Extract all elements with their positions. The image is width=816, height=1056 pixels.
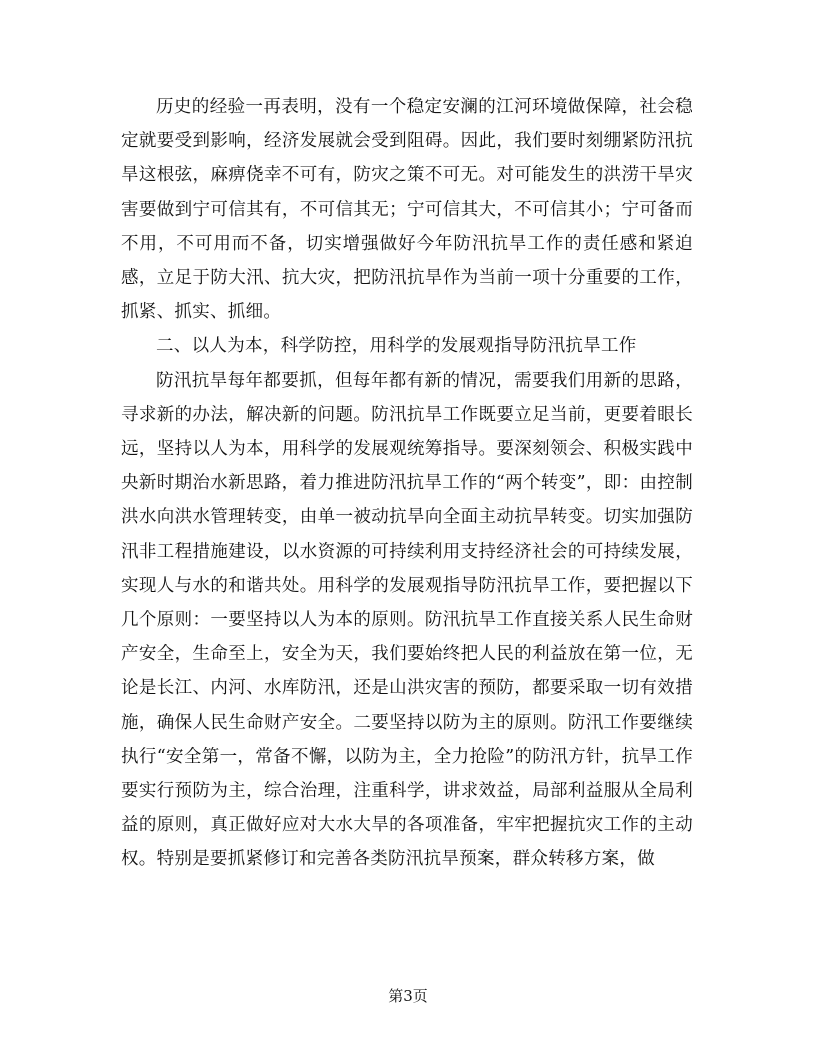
body-text [121, 90, 693, 877]
page-number: 第3页 [388, 987, 428, 1005]
paragraph-history: 历史的经验一再表明，没有一个稳定安澜的江河环境做保障，社会稳定就要受到影响，经济发展就会受到阻碍。因此，我们要时刻绷紧防汛抗旱这根弦，麻痹侥幸不可有，防灾之策不可无。对可能发生的洪涝干旱灾害要做到宁可信其有，不可信其无；宁可信其大，不可信其小；宁可备而不用，不可用而不备，切实增强做好今年防汛抗旱工作的责任感和紧迫感，立足于防大汛、抗大灾，把防汛抗旱作为当前一项十分重要的工作，抓紧、抓实、抓细。 [121, 97, 693, 323]
paragraph-principles: 防汛抗旱每年都要抓，但每年都有新的情况，需要我们用新的思路，寻求新的办法，解决新的问题。防汛抗旱工作既要立足当前，更要着眼长远，坚持以人为本，用科学的发展观统筹指导。要深刻领会、积极实践中央新时期治水新思路，着力推进防汛抗旱工作的“两个转变”，即：由控制洪水向洪水管理转变，由单一被动抗旱向全面主动抗旱转变。切实加强防汛非工程措施建设，以水资源的可持续利用支持经济社会的可持续发展，实现人与水的和谐共处。用科学的发展观指导防汛抗旱工作，要把握以下几个原则：一要坚持以人为本的原则。防汛抗旱工作直接关系人民生命财产安全，生命至上，安全为天，我们要始终把人民的利益放在第一位，无论是长江、内河、水库防汛，还是山洪灾害的预防，都要采取一切有效措施，确保人民生命财产安全。二要坚持以防为主的原则。防汛工作要继续执行“安全第一，常备不懈，以防为主，全力抢险”的防汛方针，抗旱工作要实行预防为主，综合治理，注重科学，讲求效益，局部利益服从全局利益的原则，真正做好应对大水大旱的各项准备，牢牢把握抗灾工作的主动权。特别是要抓紧修订和完善各类防汛抗旱预案，群众转移方案，做 [121, 370, 693, 870]
section-heading: 二、以人为本，科学防控，用科学的发展观指导防汛抗旱工作 [156, 336, 637, 357]
